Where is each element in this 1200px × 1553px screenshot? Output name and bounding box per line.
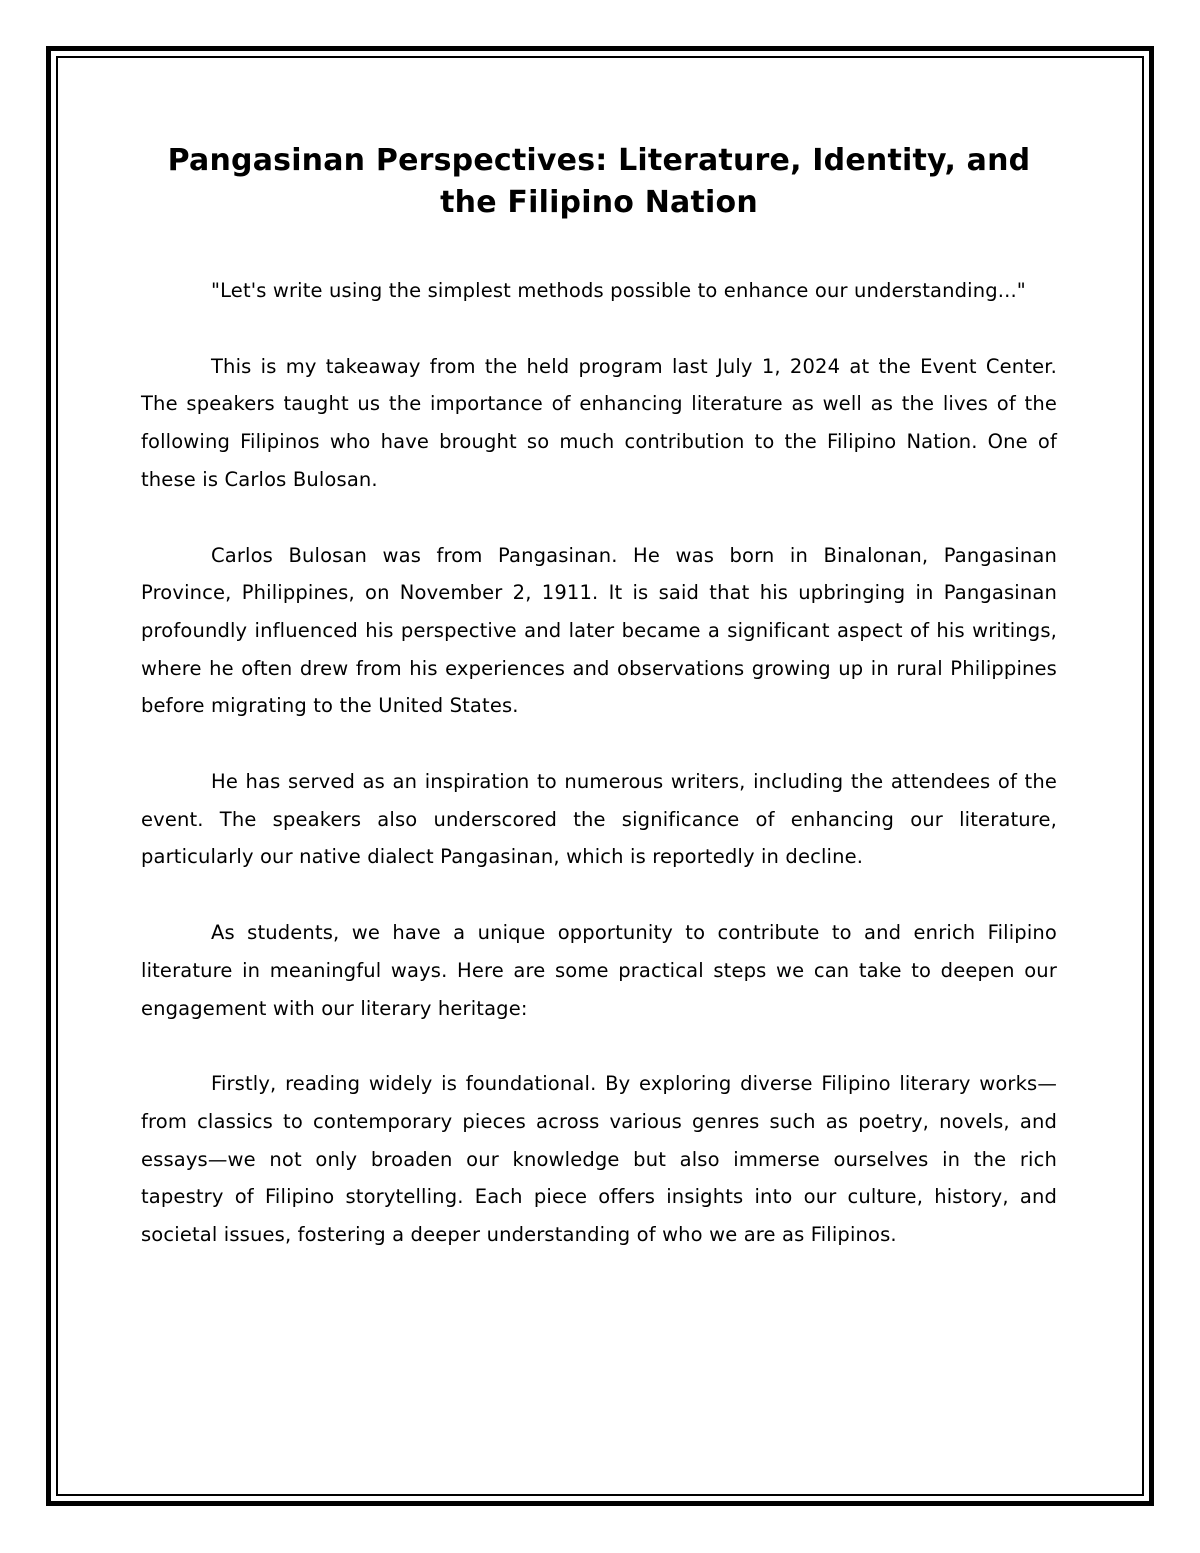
paragraph-takeaway: This is my takeaway from the held program last July 1, 2024 at the Event Center. The speakers taught us the importance of enhancing literature as well as the lives of the following Filipinos who have brought so much contribution to the Filipino Nation. One of these is Carlos Bulosan.: [141, 354, 1057, 491]
paragraph-bulosan: Carlos Bulosan was from Pangasinan. He was born in Binalonan, Pangasinan Province, Philippines, on November 2, 1911. It is said that his upbringing in Pangasinan profoundly influenced his perspective and later became a significant aspect of his writings, where he often drew from his experiences and observations growing up in rural Philippines before migrating to the United States.: [141, 543, 1057, 718]
paragraph-quote: "Let's write using the simplest methods possible to enhance our understanding...": [211, 279, 1026, 302]
paragraph-inspiration: He has served as an inspiration to numerous writers, including the attendees of the event. The speakers also underscored the significance of enhancing our literature, particularly our native dialect Pangasinan, which is reportedly in decline.: [141, 770, 1057, 869]
paragraph-list: [141, 272, 1057, 1254]
paragraph-reading: Firstly, reading widely is foundational. By exploring diverse Filipino literary works—from classics to contemporary pieces across various genres such as poetry, novels, and essays—we not only broaden our knowledge but also immerse ourselves in the rich tapestry of Filipino storytelling. Each piece offers insights into our culture, history, and societal issues, fostering a deeper understanding of who we are as Filipinos.: [141, 1072, 1057, 1247]
document-title: Pangasinan Perspectives: Literature, Identity, and the Filipino Nation: [167, 143, 1031, 220]
paragraph-students: As students, we have a unique opportunity to contribute to and enrich Filipino literature in meaningful ways. Here are some practical steps we can take to deepen our engagement with our literary heritage:: [141, 921, 1057, 1020]
document-body: [141, 140, 1057, 1292]
